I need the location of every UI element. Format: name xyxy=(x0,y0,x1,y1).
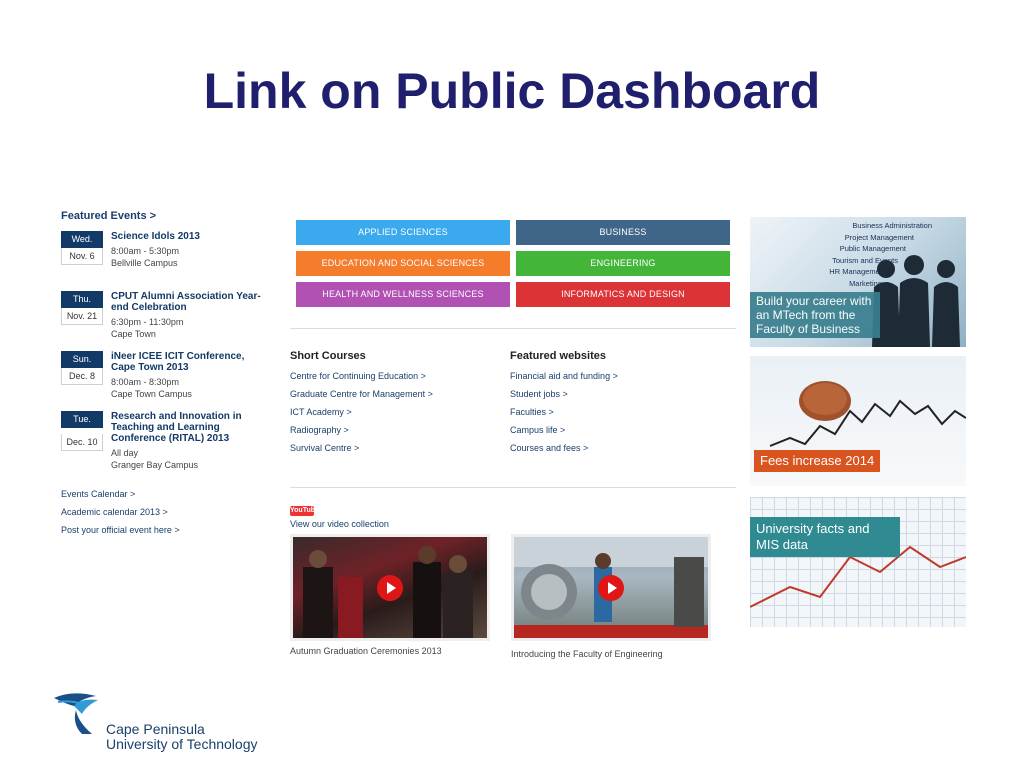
divider xyxy=(290,487,736,488)
featured-website-link[interactable]: Courses and fees > xyxy=(510,443,589,453)
fees-banner[interactable] xyxy=(750,356,966,486)
faculty-education-button[interactable]: EDUCATION AND SOCIAL SCIENCES xyxy=(296,251,510,276)
mtech-program-list: Business Administration Project Management Public Management Tourism and Events HR Management Marketing xyxy=(829,221,932,288)
video-caption[interactable]: Autumn Graduation Ceremonies 2013 xyxy=(290,646,442,656)
play-icon[interactable] xyxy=(598,575,624,601)
faculty-applied-sciences-button[interactable]: APPLIED SCIENCES xyxy=(296,220,510,245)
post-event-link[interactable]: Post your official event here > xyxy=(61,525,180,535)
featured-website-link[interactable]: Faculties > xyxy=(510,407,554,417)
featured-events-heading[interactable]: Featured Events > xyxy=(61,210,157,222)
featured-websites-heading: Featured websites xyxy=(510,350,606,362)
event-day: Sun. xyxy=(61,351,103,368)
short-course-link[interactable]: Radiography > xyxy=(290,425,349,435)
event-item[interactable] xyxy=(61,351,261,401)
event-time: All day xyxy=(111,448,139,458)
video-thumbnail-engineering[interactable] xyxy=(511,534,711,641)
university-facts-banner[interactable] xyxy=(750,497,966,627)
faculty-business-button[interactable]: BUSINESS xyxy=(516,220,730,245)
event-item[interactable] xyxy=(61,411,261,471)
featured-events xyxy=(61,210,261,543)
event-place: Cape Town Campus xyxy=(111,389,192,399)
event-time: 8:00am - 5:30pm xyxy=(111,246,180,256)
play-icon[interactable] xyxy=(377,575,403,601)
event-date: Nov. 21 xyxy=(61,308,103,325)
event-date: Dec. 10 xyxy=(61,434,103,451)
short-course-link[interactable]: Centre for Continuing Education > xyxy=(290,371,426,381)
featured-website-link[interactable]: Financial aid and funding > xyxy=(510,371,618,381)
short-courses-heading: Short Courses xyxy=(290,350,366,362)
short-course-link[interactable]: Graduate Centre for Management > xyxy=(290,389,433,399)
event-place: Cape Town xyxy=(111,329,156,339)
video-collection-link[interactable]: View our video collection xyxy=(290,519,389,529)
short-course-link[interactable]: ICT Academy > xyxy=(290,407,352,417)
events-calendar-link[interactable]: Events Calendar > xyxy=(61,489,136,499)
featured-website-link[interactable]: Campus life > xyxy=(510,425,566,435)
short-courses xyxy=(290,350,490,461)
event-title[interactable]: Research and Innovation in Teaching and Learning Conference (RITAL) 2013 xyxy=(111,411,242,444)
event-title[interactable]: Science Idols 2013 xyxy=(111,231,200,242)
slide-title: Link on Public Dashboard xyxy=(203,63,821,119)
short-course-link[interactable]: Survival Centre > xyxy=(290,443,360,453)
event-time: 8:00am - 8:30pm xyxy=(111,377,180,387)
academic-calendar-link[interactable]: Academic calendar 2013 > xyxy=(61,507,168,517)
event-title[interactable]: iNeer ICEE ICIT Conference, Cape Town 2013 xyxy=(111,351,245,373)
logo-line-2: University of Technology xyxy=(106,736,258,752)
cput-wave-icon xyxy=(52,690,112,740)
faculty-engineering-button[interactable]: ENGINEERING xyxy=(516,251,730,276)
faculty-health-button[interactable]: HEALTH AND WELLNESS SCIENCES xyxy=(296,282,510,307)
event-day: Thu. xyxy=(61,291,103,308)
event-day: Tue. xyxy=(61,411,103,428)
event-place: Bellville Campus xyxy=(111,258,178,268)
event-title[interactable]: CPUT Alumni Association Year-end Celebration xyxy=(111,291,261,313)
video-thumbnail-graduation[interactable] xyxy=(290,534,490,641)
divider xyxy=(290,328,736,329)
event-date: Nov. 6 xyxy=(61,248,103,265)
event-day: Wed. xyxy=(61,231,103,248)
mtech-banner-text: Build your career with an MTech from the Faculty of Business xyxy=(750,292,880,338)
cput-logo xyxy=(52,690,272,754)
event-place: Granger Bay Campus xyxy=(111,460,199,470)
event-date: Dec. 8 xyxy=(61,368,103,385)
video-caption[interactable]: Introducing the Faculty of Engineering xyxy=(511,649,663,659)
logo-line-1: Cape Peninsula xyxy=(106,721,205,737)
mtech-banner[interactable] xyxy=(750,217,966,347)
featured-websites xyxy=(510,350,710,461)
fees-banner-text: Fees increase 2014 xyxy=(754,450,880,472)
event-time: 6:30pm - 11:30pm xyxy=(111,317,184,327)
event-item[interactable] xyxy=(61,231,261,281)
faculty-informatics-button[interactable]: INFORMATICS AND DESIGN xyxy=(516,282,730,307)
university-facts-banner-text: University facts and MIS data xyxy=(750,517,900,557)
youtube-icon[interactable]: YouTube xyxy=(290,507,319,514)
featured-website-link[interactable]: Student jobs > xyxy=(510,389,568,399)
event-item[interactable] xyxy=(61,291,261,341)
cput-logo-text xyxy=(106,722,257,752)
